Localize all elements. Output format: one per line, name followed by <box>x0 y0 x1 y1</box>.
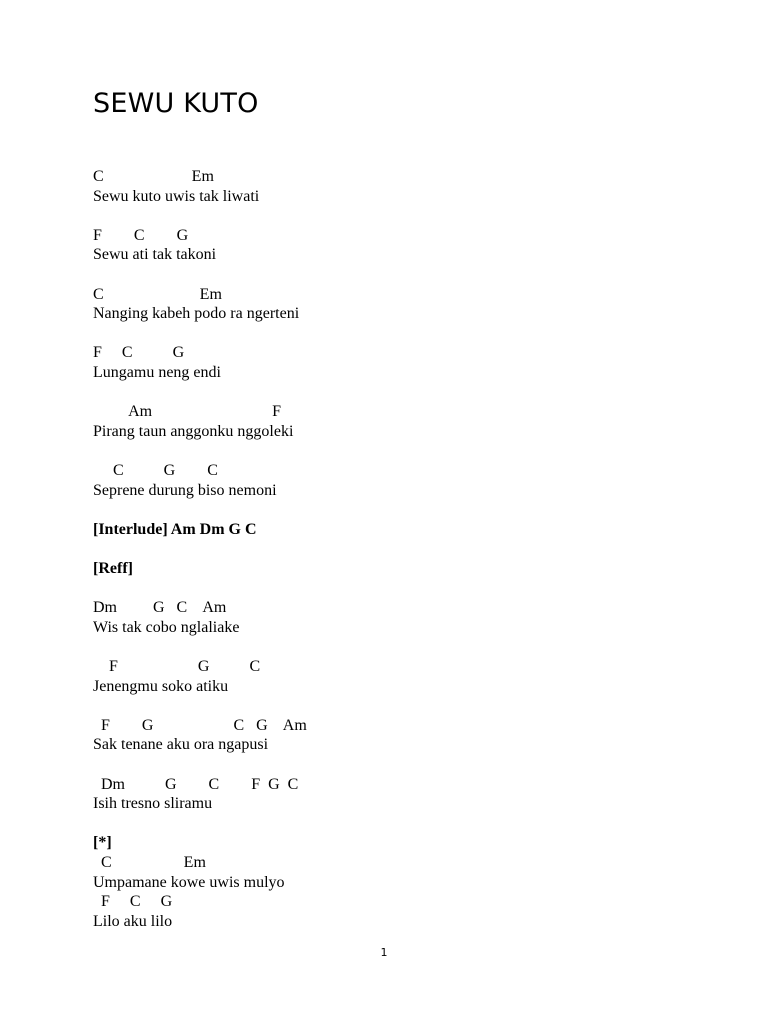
chord-line: Dm G C F G C <box>93 775 299 793</box>
chord-line: F G C G Am <box>93 716 307 734</box>
lyric-line: Seprene durung biso nemoni <box>93 481 277 499</box>
chord-line: F C G <box>93 893 173 911</box>
chord-line: F C G <box>93 226 189 244</box>
lyric-line: Lilo aku lilo <box>93 912 173 930</box>
chord-line: C Em <box>93 285 222 303</box>
lyric-line: Umpamane kowe uwis mulyo <box>93 873 285 891</box>
section-label: [Interlude] Am Dm G C <box>93 520 257 538</box>
chord-line: F C G <box>93 344 185 362</box>
chord-line: Am F <box>93 403 282 421</box>
chord-line: C Em <box>93 854 206 871</box>
lyric-line: Sewu ati tak takoni <box>93 246 217 264</box>
lyric-line: Wis tak cobo nglaliake <box>93 618 240 636</box>
chord-line: C Em <box>93 168 214 185</box>
lyric-line: Jenengmu soko atiku <box>93 677 229 695</box>
lyric-line: Isih tresno sliramu <box>93 795 213 813</box>
lyric-line: Sewu kuto uwis tak liwati <box>93 187 260 205</box>
section-label: [*] <box>93 834 112 852</box>
lyric-line: Pirang taun anggonku nggoleki <box>93 422 294 440</box>
page-number: 1 <box>380 946 388 959</box>
chord-line: Dm G C Am <box>93 599 227 617</box>
lyric-line: Sak tenane aku ora ngapusi <box>93 736 269 754</box>
lyric-line: Nanging kabeh podo ra ngerteni <box>93 305 300 323</box>
song-title: SEWU KUTO <box>93 88 259 119</box>
section-label: [Reff] <box>93 560 133 577</box>
chord-line: F G C <box>93 658 261 675</box>
lyric-line: Lungamu neng endi <box>93 364 221 381</box>
chord-line: C G C <box>93 462 218 479</box>
